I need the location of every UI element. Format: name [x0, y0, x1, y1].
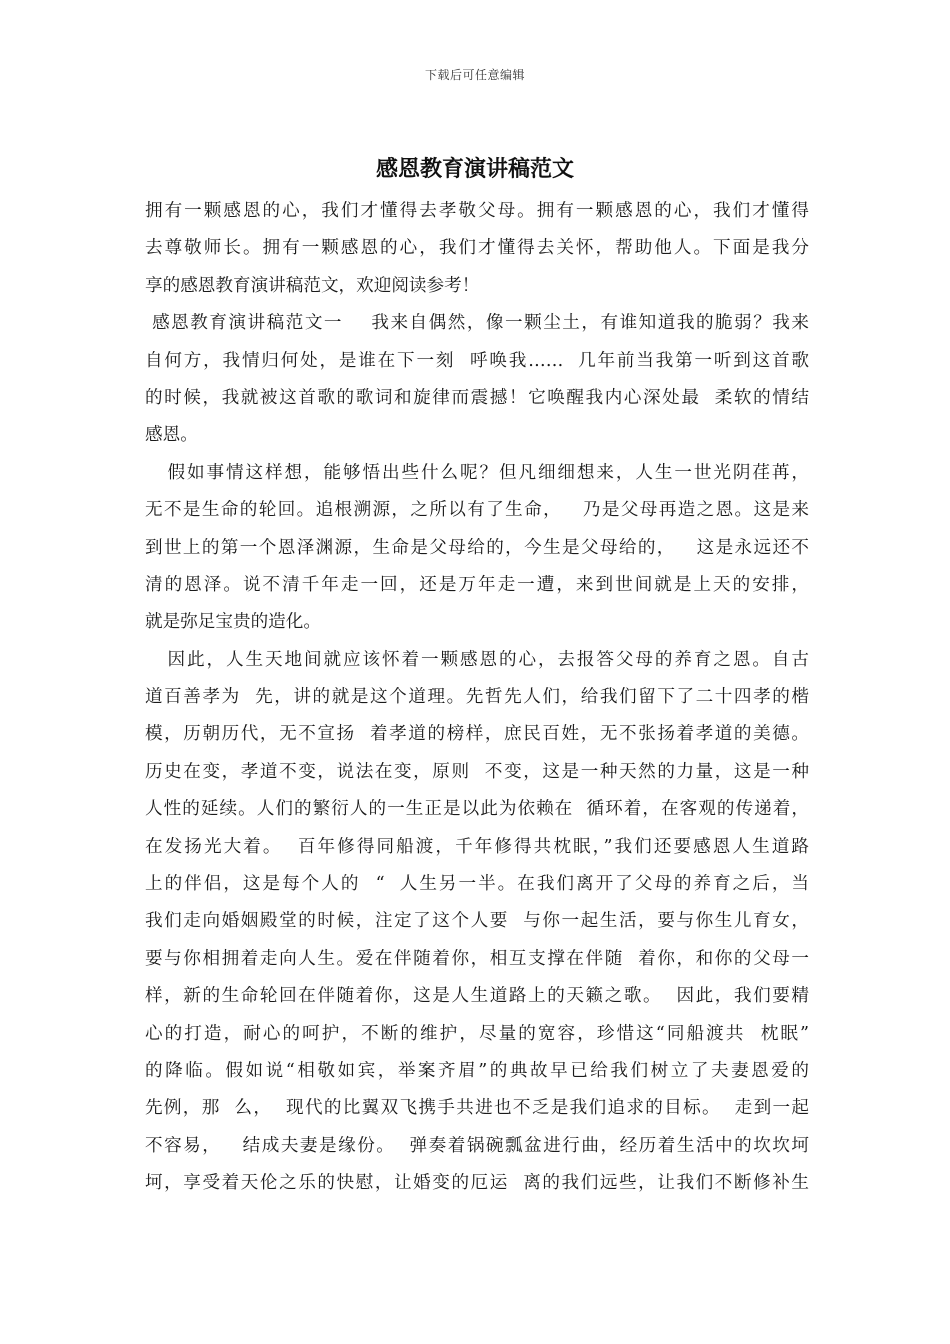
document-title: 感恩教育演讲稿范文 [375, 156, 574, 182]
text-line: 就是弥足宝贵的造化。 [145, 612, 321, 633]
text-line: 感恩。 [145, 425, 198, 446]
text-line: 的降临。假如说“相敬如宾，举案齐眉”的典故早已给我们树立了夫妻恩爱的 [145, 1060, 809, 1081]
text-line: 清的恩泽。说不清千年走一回，还是万年走一遭，来到世间就是上天的安排， [145, 574, 809, 595]
text-line: 道百善孝为 先，讲的就是这个道理。先哲先人们，给我们留下了二十四孝的楷 [145, 687, 809, 708]
text-line: 自何方，我情归何处，是谁在下一刻 呼唤我…… 几年前当我第一听到这首歌 [145, 350, 809, 371]
text-line: 样，新的生命轮回在伴随着你，这是人生道路上的天籁之歌。 因此，我们要精 [145, 986, 809, 1007]
text-line: 坷，享受着天伦之乐的快慰，让婚变的厄运 离的我们远些，让我们不断修补生 [145, 1173, 809, 1194]
text-line: 在发扬光大着。 百年修得同船渡，千年修得共枕眠，”我们还要感恩人生道路 [145, 836, 809, 857]
text-line: 上的伴侣，这是每个人的 “ 人生另一半。在我们离开了父母的养育之后，当 [145, 874, 809, 895]
text-line: 因此，人生天地间就应该怀着一颗感恩的心，去报答父母的养育之恩。自古 [145, 649, 809, 670]
text-line: 去尊敬师长。拥有一颗感恩的心，我们才懂得去关怀，帮助他人。下面是我分 [145, 238, 809, 259]
text-line: 的时候，我就被这首歌的歌词和旋律而震撼！它唤醒我内心深处最 柔软的情结 [145, 387, 809, 408]
text-line: 心的打造，耐心的呵护，不断的维护，尽量的宽容，珍惜这“同船渡共 枕眠” [145, 1023, 809, 1044]
text-line: 享的感恩教育演讲稿范文，欢迎阅读参考！ [145, 275, 480, 296]
text-line: 感恩教育演讲稿范文一 我来自偶然，像一颗尘土，有谁知道我的脆弱？我来 [145, 313, 809, 334]
page-header-note: 下载后可任意编辑 [424, 68, 525, 82]
text-line: 假如事情这样想，能够悟出些什么呢？但凡细细想来，人生一世光阴荏苒， [145, 462, 809, 483]
text-line: 拥有一颗感恩的心，我们才懂得去孝敬父母。拥有一颗感恩的心，我们才懂得 [145, 201, 809, 221]
text-line: 人性的延续。人们的繁衍人的一生正是以此为依赖在 循环着，在客观的传递着， [145, 799, 809, 820]
text-line: 历史在变，孝道不变，说法在变，原则 不变，这是一种天然的力量，这是一种 [145, 761, 809, 782]
text-line: 要与你相拥着走向人生。爱在伴随着你，相互支撑在伴随 着你，和你的父母一 [145, 948, 809, 969]
text-line: 不容易， 结成夫妻是缘份。 弹奏着锅碗瓢盆进行曲，经历着生活中的坎坎坷 [145, 1135, 809, 1156]
text-line: 先例，那 么， 现代的比翼双飞携手共进也不乏是我们追求的目标。 走到一起 [145, 1098, 809, 1119]
document-body [145, 196, 809, 1206]
text-line: 无不是生命的轮回。追根溯源，之所以有了生命， 乃是父母再造之恩。这是来 [145, 500, 809, 521]
text-line: 到世上的第一个恩泽渊源，生命是父母给的，今生是父母给的， 这是永远还不 [145, 537, 809, 558]
text-line: 模，历朝历代，无不宣扬 着孝道的榜样，庶民百姓，无不张扬着孝道的美德。 [145, 724, 809, 745]
text-line: 我们走向婚姻殿堂的时候，注定了这个人要 与你一起生活，要与你生儿育女， [145, 911, 809, 932]
